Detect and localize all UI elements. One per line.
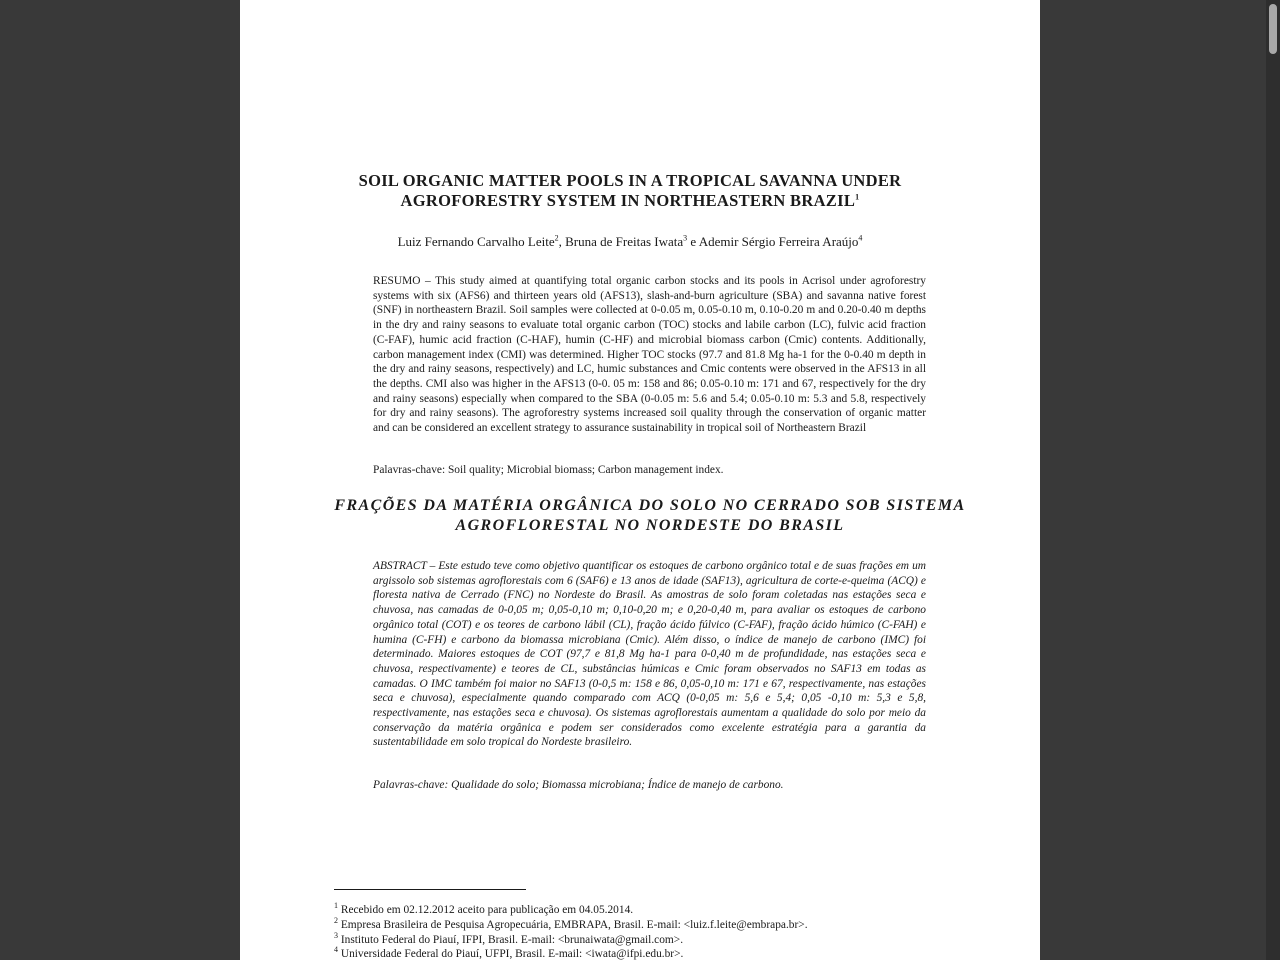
paper-title-portuguese: FRAÇÕES DA MATÉRIA ORGÂNICA DO SOLO NO CERRADO SOB SISTEMA AGROFLORESTAL NO NORDESTE DO BRASIL <box>334 497 966 534</box>
paper-title-english <box>320 171 940 211</box>
footnote-text: Recebido em 02.12.2012 aceito para publicação em 04.05.2014. <box>338 904 634 916</box>
author-list <box>340 234 920 250</box>
keywords-portuguese: Palavras-chave: Qualidade do solo; Biomassa microbiana; Índice de manejo de carbono. <box>373 779 784 791</box>
footnote-divider <box>334 889 526 890</box>
footnote-marker: 3 <box>334 930 338 940</box>
author-name: Luiz Fernando Carvalho Leite <box>397 234 555 249</box>
footnotes <box>334 903 934 960</box>
footnote-item <box>334 903 934 918</box>
author-affiliation-marker: 4 <box>858 233 863 243</box>
footnote-item <box>334 947 934 960</box>
author-separator: e <box>687 234 699 249</box>
keywords-english: Palavras-chave: Soil quality; Microbial biomass; Carbon management index. <box>373 464 724 476</box>
resumo-paragraph: RESUMO – This study aimed at quantifying total organic carbon stocks and its pools in Acrisol under agroforestry systems with six (AFS6) and thirteen years old (AFS13), slash-and-burn agriculture (SBA) and savanna native forest (SNF) in northeastern Brazil. Soil samples were collected at 0-0.05 m, 0.05-0.10 m, 0.10-0.20 m and 0.20-0.40 m depths in the dry and rainy seasons to evaluate total organic carbon (TOC) stocks and labile carbon (LC), fulvic acid fraction (C-FAF), humic acid fraction (C-HAF), humin (C-HF) and microbial biomass carbon (Cmic) contents. Additionally, carbon management index (CMI) was determined. Higher TOC stocks (97.7 and 81.8 Mg ha-1 for the 0-0.40 m depth in the dry and rainy seasons, respectively) and LC, humic substances and Cmic contents were observed in the AFS13 in all the depths. CMI also was higher in the AFS13 (0-0. 05 m: 158 and 86; 0.05-0.10 m: 171 and 67, respectively for the dry and rainy seasons) especially when compared to the SBA (0-0.05 m: 5.6 and 5.4; 0.05-0.10 m: 5.3 and 5.8, respectively for dry and rainy seasons). The agroforestry systems increased soil quality through the conservation of organic matter and can be considered an excellent strategy to assurance sustainability in tropical soil of Northeastern Brazil <box>373 275 926 435</box>
footnote-text: Instituto Federal do Piauí, IFPI, Brasil. E-mail: <brunaiwata@gmail.com>. <box>338 933 684 946</box>
author-separator: , <box>558 234 566 249</box>
title-en-text: SOIL ORGANIC MATTER POOLS IN A TROPICAL SAVANNA UNDER AGROFORESTRY SYSTEM IN NORTHEASTERN BRAZIL <box>358 171 902 210</box>
author-name: Ademir Sérgio Ferreira Araújo <box>698 234 859 249</box>
footnote-text: Empresa Brasileira de Pesquisa Agropecuária, EMBRAPA, Brasil. E-mail: <luiz.f.leite@embrapa.br>. <box>338 918 808 931</box>
abstract-paragraph: ABSTRACT – Este estudo teve como objetivo quantificar os estoques de carbono orgânico total e de suas frações em um argissolo sob sistemas agroflorestais com 6 (SAF6) e 13 anos de idade (SAF13), agricultura de corte-e-queima (ACQ) e floresta nativa de Cerrado (FNC) no Nordeste do Brasil. As amostras de solo foram coletadas nas estações seca e chuvosa, nas camadas de 0-0,05 m; 0,05-0,10 m; 0,10-0,20 m; e 0,20-0,40 m, para avaliar os estoques de carbono orgânico total (COT) e os teores de carbono lábil (CL), fração ácido fúlvico (C-FAF), fração ácido húmico (C-FAH) e humina (C-FH) e carbono da biomassa microbiana (Cmic). Além disso, o índice de manejo de carbono (IMC) foi determinado. Maiores estoques de COT (97,7 e 81,8 Mg ha-1 para 0-0,40 m de profundidade, nas estações seca e chuvosa, respectivamente) e teores de CL, substâncias húmicas e Cmic foram observados no SAF13 em todas as camadas. O IMC também foi maior no SAF13 (0-0,5 m: 158 e 86, 0,05-0,10 m: 171 e 67, respectivamente, nas estações seca e chuvosa), especialmente quando comparado com ACQ (0-0,05 m: 5,6 e 5,4; 0,05 -0,10 m: 5,3 e 5,8, respectivamente, nas estações seca e chuvosa). Os sistemas agroflorestais aumentam a qualidade do solo por meio da conservação da matéria orgânica e podem ser considerados como excelente estratégia para a garantia da sustentabilidade em solo tropical do Nordeste brasileiro. <box>373 560 926 749</box>
document-page <box>240 0 1040 960</box>
vertical-scrollbar[interactable] <box>1266 0 1280 960</box>
footnote-marker: 2 <box>334 916 338 925</box>
scrollbar-thumb[interactable] <box>1269 4 1277 54</box>
author-affiliation-marker: 2 <box>554 233 559 243</box>
footnote-item <box>334 930 934 948</box>
footnote-item <box>334 918 934 933</box>
author-affiliation-marker: 3 <box>683 233 688 243</box>
footnote-text: Universidade Federal do Piauí, UFPI, Brasil. E-mail: <iwata@ifpi.edu.br>. <box>338 948 684 960</box>
footnote-marker: 1 <box>334 901 338 911</box>
title-footnote-marker: 1 <box>855 192 860 202</box>
author-name: Bruna de Freitas Iwata <box>565 234 684 249</box>
footnote-marker: 4 <box>334 945 338 955</box>
